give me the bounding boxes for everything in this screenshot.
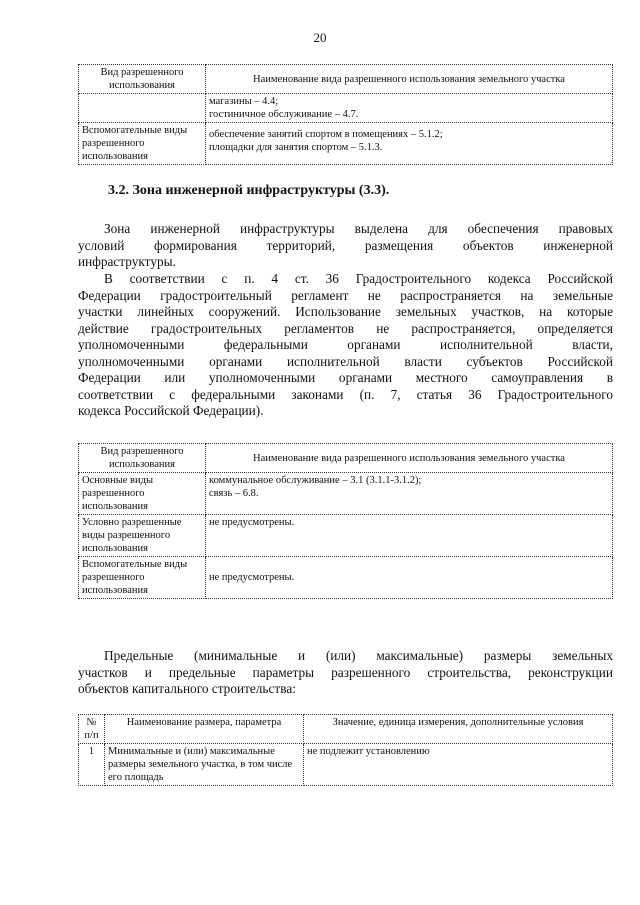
text-line: объектов капитального строительства: (78, 681, 296, 696)
text-line: уполномоченными федеральными органами исполнительной власти, (78, 337, 613, 352)
page-number: 20 (313, 30, 327, 45)
text-line: уполномоченными органами исполнительной власти субъектов Российской (78, 353, 613, 369)
header-cell-value: Значение, единица измерения, дополнительные условия (304, 715, 613, 744)
paragraph-zone-purpose (78, 221, 613, 271)
text-line: соответствии с федеральными законами (п. 7, статья 36 Градостроительного (78, 386, 613, 402)
use-type-cell: Условно разрешенные виды разрешенного использования (79, 515, 206, 557)
use-items-cell (206, 123, 613, 165)
use-item: площадки для занятия спортом – 5.1.3. (209, 142, 383, 153)
text-line: Федерации градостроительный регламент не распространяется на земельные (78, 287, 613, 303)
use-type-cell: Вспомогательные виды разрешенного использования (79, 557, 206, 599)
use-type-cell: Вспомогательные виды разрешенного использования (79, 123, 206, 165)
use-items-cell (206, 94, 613, 123)
use-items-cell (206, 515, 613, 557)
table-row (79, 123, 613, 165)
paragraph-legal-reference (78, 271, 613, 420)
use-item: не предусмотрены. (209, 572, 295, 583)
text-line: Федерации или уполномоченными органами местного самоуправления в (78, 370, 613, 385)
text-line: Зона инженерной инфраструктуры выделена для обеспечения правовых (104, 221, 613, 236)
section-heading: 3.2. Зона инженерной инфраструктуры (3.3). (108, 183, 390, 198)
table-row (79, 473, 613, 515)
use-type-cell (79, 94, 206, 123)
use-item: коммунальное обслуживание – 3.1 (3.1.1-3.1.2); (209, 475, 422, 486)
table-row (79, 557, 613, 599)
parameter-name-cell: Минимальные и (или) максимальные размеры земельного участка, в том числе его площадь (105, 744, 304, 786)
paragraph-limit-parameters (78, 648, 613, 698)
use-type-cell: Основные виды разрешенного использования (79, 473, 206, 515)
text-line: действие градостроительных регламентов не распространяется, определяется (78, 320, 613, 336)
use-item: магазины – 4.4; (209, 96, 279, 107)
parameter-value-cell: не подлежит установлению (304, 744, 613, 786)
use-items-cell (206, 557, 613, 599)
use-items-cell (206, 473, 613, 515)
header-cell-use-type: Вид разрешенного использования (79, 65, 206, 94)
table-row (79, 744, 613, 786)
header-cell-use-name: Наименование вида разрешенного использования земельного участка (206, 65, 613, 94)
text-line: условий формирования территорий, размещения объектов инженерной (78, 237, 613, 253)
table-header-row (79, 444, 613, 473)
use-item: связь – 6.8. (209, 488, 259, 499)
text-line: инфраструктуры. (78, 254, 176, 269)
text-line: участки линейных сооружений. Использование земельных участков, на которые (78, 304, 613, 319)
text-line: В соответствии с п. 4 ст. 36 Градостроительного кодекса Российской (104, 271, 613, 286)
text-line: участков и предельные параметры разрешенного строительства, реконструкции (78, 664, 613, 680)
permitted-use-table-1 (78, 64, 613, 165)
text-line: кодекса Российской Федерации). (78, 403, 264, 418)
header-cell-number: № п/п (79, 715, 105, 744)
table-header-row (79, 65, 613, 94)
header-cell-parameter-name: Наименование размера, параметра (105, 715, 304, 744)
table-row (79, 94, 613, 123)
table-row (79, 515, 613, 557)
use-item: не предусмотрены. (209, 517, 295, 528)
use-item: гостиничное обслуживание – 4.7. (209, 109, 359, 120)
header-cell-use-type: Вид разрешенного использования (79, 444, 206, 473)
text-line: Предельные (минимальные и (или) максимальные) размеры земельных (104, 648, 613, 663)
header-cell-use-name: Наименование вида разрешенного использования земельного участка (206, 444, 613, 473)
table-header-row (79, 715, 613, 744)
row-number-cell: 1 (79, 744, 105, 786)
use-item: обеспечение занятий спортом в помещениях – 5.1.2; (209, 129, 443, 140)
permitted-use-table-2 (78, 443, 613, 599)
limit-parameters-table (78, 714, 613, 786)
